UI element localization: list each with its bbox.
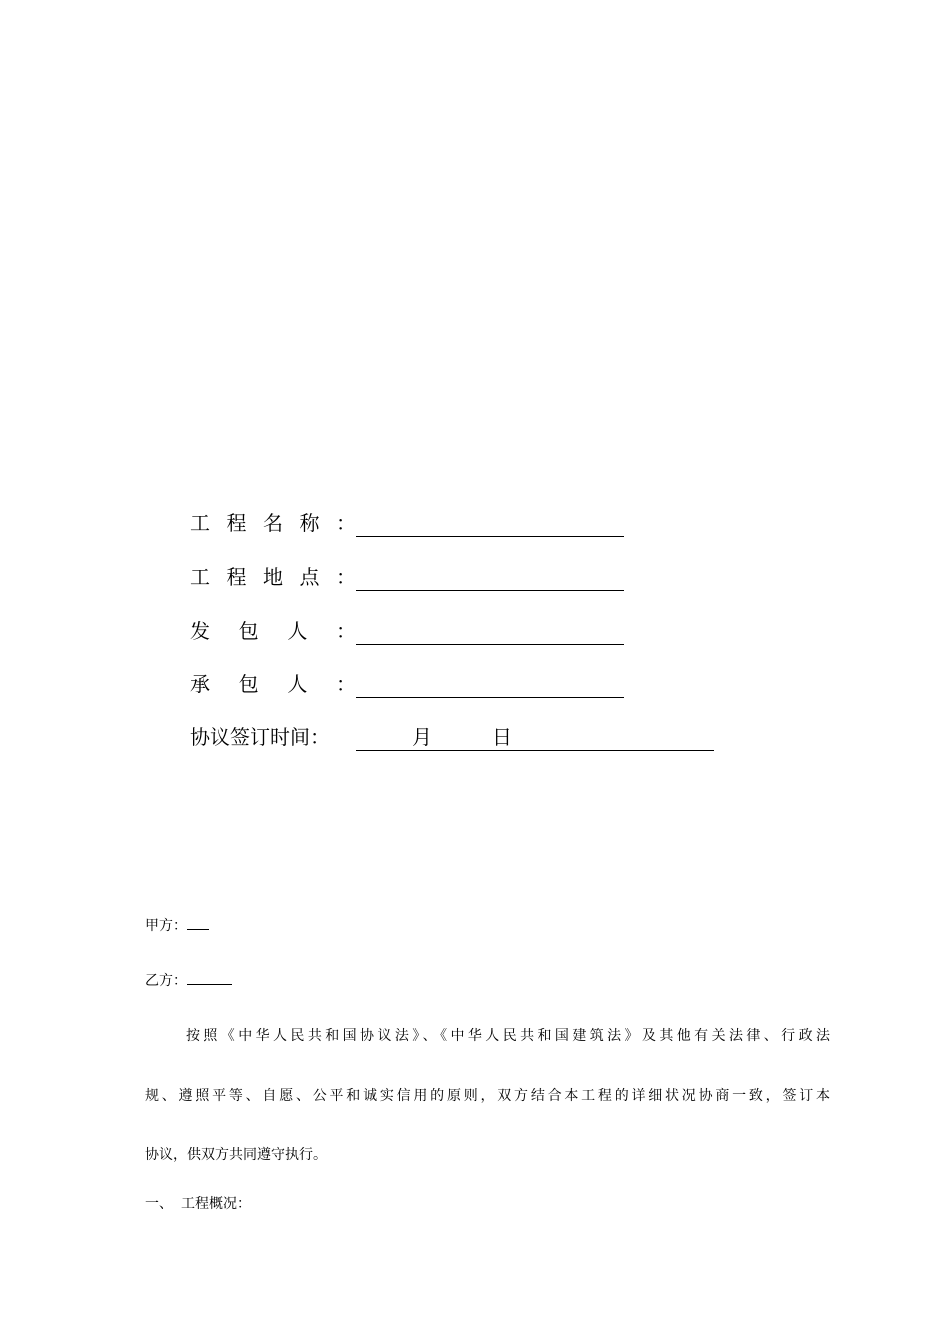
party-a-line — [145, 914, 209, 936]
section-1-number: 一、 — [145, 1196, 173, 1212]
signing-date-day: 日 — [492, 725, 512, 749]
section-1-heading — [145, 1194, 251, 1214]
project-name-label: 工 程 名 称 ： — [190, 511, 356, 535]
project-location-blank-line — [356, 590, 624, 591]
intro-paragraph-line-2: 规、遵照平等、自愿、公平和诚实信用的原则，双方结合本工程的详细状况协商一致，签订本 — [145, 1088, 830, 1104]
party-b-label: 乙方： — [145, 973, 187, 989]
project-name-blank-line — [356, 536, 624, 537]
contractor-label: 承 包 人 ： — [190, 672, 356, 696]
signing-date-month: 月 — [412, 725, 432, 749]
employer-blank-line — [356, 644, 624, 645]
project-location-label: 工 程 地 点 ： — [190, 565, 356, 589]
section-1-title: 工程概况： — [181, 1196, 251, 1212]
signing-date-blank-line — [356, 750, 714, 751]
contractor-blank-line — [356, 697, 624, 698]
party-b-blank — [187, 969, 232, 985]
signing-date-label: 协议签订时间： — [190, 725, 330, 749]
party-b-line — [145, 969, 232, 991]
party-a-blank — [187, 914, 209, 930]
employer-label: 发 包 人 ： — [190, 619, 356, 643]
intro-paragraph-line-3: 协议，供双方共同遵守执行。 — [145, 1147, 327, 1163]
intro-paragraph-line-1: 按照《中华人民共和国协议法》、《中华人民共和国建筑法》及其他有关法律、行政法 — [186, 1028, 830, 1044]
party-a-label: 甲方： — [145, 918, 187, 934]
